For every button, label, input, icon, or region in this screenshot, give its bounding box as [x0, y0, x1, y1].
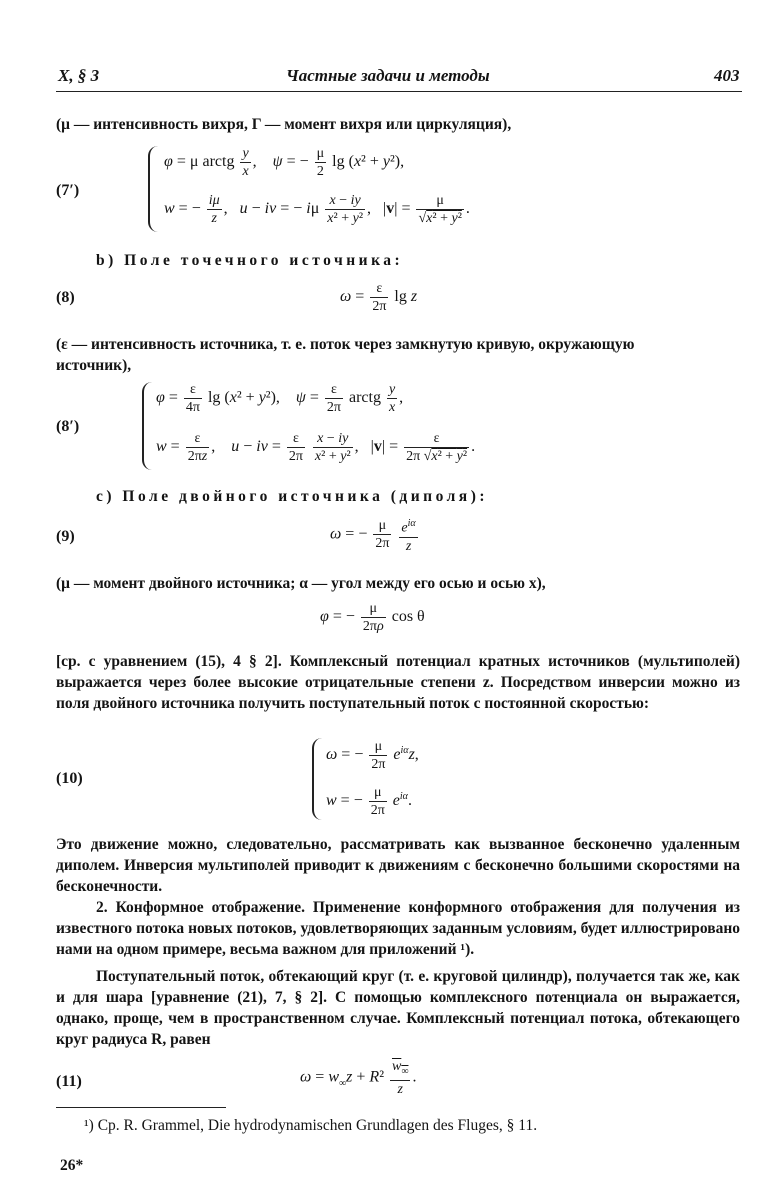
paragraph-flow-around-circle: Поступательный поток, обтекающий круг (т. е. круговой цилиндр), получается так же, как и для шара [уравнение (21), 7, § 2]. С помощью комплексного потенциала он выражается, однако, проще, чем в пространственном случае. Комплексный потенциал потока, обтекающего круг радиуса R, равен: [56, 968, 740, 1048]
eq-number-7p: (7′): [56, 182, 80, 199]
footnote-text: Ср. R. Grammel, Die hydrodynamischen Grundlagen des Fluges, § 11.: [97, 1117, 538, 1134]
eq-number-11: (11): [56, 1073, 82, 1090]
source-note-line-2: источник),: [56, 357, 132, 374]
heading-dipole: c) Поле двойного источника (диполя):: [96, 488, 489, 505]
heading-point-source: b) Поле точечного источника:: [96, 252, 404, 269]
dipole-note: (μ — момент двойного источника; α — угол между его осью и осью x),: [56, 575, 546, 592]
paragraph-conformal-mapping: 2. Конформное отображение. Применение конформного отображения для получения из известного потока новых потоков, удовлетворяющих заданным условиям, будет иллюстрировано нами на одном примере, весьма важном для приложений ¹).: [56, 899, 740, 958]
paragraph-infinite-dipole: Это движение можно, следовательно, рассматривать как вызванное бесконечно удаленным диполем. Инверсия мультиполей приводит к движениям с бесконечно большими скоростями на бесконечности.: [56, 836, 740, 895]
equation-7p-line-1: φ = μ arctg $\frac{y}{x}$ , ψ = − $\frac{\mu}{2}$ lg (x² + y²),: [164, 146, 405, 179]
equation-8: ω = $\frac{\varepsilon}{2\pi}$ lg z: [340, 281, 418, 314]
vortex-note: (μ — интенсивность вихря, Γ — момент вихря или циркуляция),: [56, 116, 512, 133]
printer-signature: 26*: [60, 1157, 84, 1174]
system-brace-7p: [148, 146, 160, 232]
eq-number-9: (9): [56, 528, 75, 545]
eq-number-8: (8): [56, 289, 75, 306]
header-title: Частные задачи и методы: [286, 66, 490, 85]
header-rule: [56, 91, 742, 92]
equation-8p-line-1: φ = $\frac{\varepsilon}{4\pi}$ lg (x² + y²), ψ = $\frac{\varepsilon}{2\pi}$ arctg $\frac{y}{x}$ ,: [156, 382, 404, 415]
footnote-rule: [56, 1107, 226, 1108]
equation-11: $\omega = w_\infty z + R^2$ $\frac{w_\infty}{z}$ .: [300, 1059, 417, 1097]
paragraph-multipoles: [ср. с уравнением (15), 4 § 2]. Комплексный потенциал кратных источников (мультиполей) выражается через более высокие отрицательные степени z. Посредством инверсии можно из поля двойного источника получить поступательный поток с постоянной скоростью:: [56, 653, 740, 712]
system-brace-8p: [142, 382, 154, 470]
equation-10-line-1: ω = − $\frac{\mu}{2\pi}$ $e^{i\alpha}z$,: [326, 739, 419, 772]
eq-number-8p: (8′): [56, 418, 80, 435]
system-brace-10: [312, 738, 324, 820]
header-section: X, § 3: [58, 66, 100, 85]
equation-dipole-potential: φ = − $\frac{\mu}{2\pi\rho}$ cos θ: [320, 601, 425, 634]
eq-number-10: (10): [56, 770, 83, 787]
equation-8p-line-2: w = $\frac{\varepsilon}{2\pi z}$ , u − iv = $\frac{\varepsilon}{2\pi}$ $\frac{x - iy}{\text{x² + y²}}$ , |v| = $\frac{\varepsilon}{\text{2π √x² + y²}}$ .: [156, 431, 476, 464]
equation-10-line-2: w = − $\frac{\mu}{2\pi}$ $e^{i\alpha}$.: [326, 785, 412, 818]
footnote-marker: ¹): [84, 1117, 94, 1134]
header-page-number: 403: [714, 66, 740, 85]
source-note-line-1: (ε — интенсивность источника, т. е. поток через замкнутую кривую, окружающую: [56, 336, 635, 353]
equation-7p-line-2: w = − $\frac{i\mu}{z}$ , u − iv = − iμ $\frac{x - iy}{\text{x² + y²}}$ , |v| = $\frac{\mu}{\text{√x² + y²}}$ .: [164, 193, 470, 226]
equation-9: ω = − $\frac{\mu}{2\pi}$ $\frac{e^{i\alpha}}{z}$: [330, 515, 420, 555]
footnote: [84, 1117, 537, 1135]
